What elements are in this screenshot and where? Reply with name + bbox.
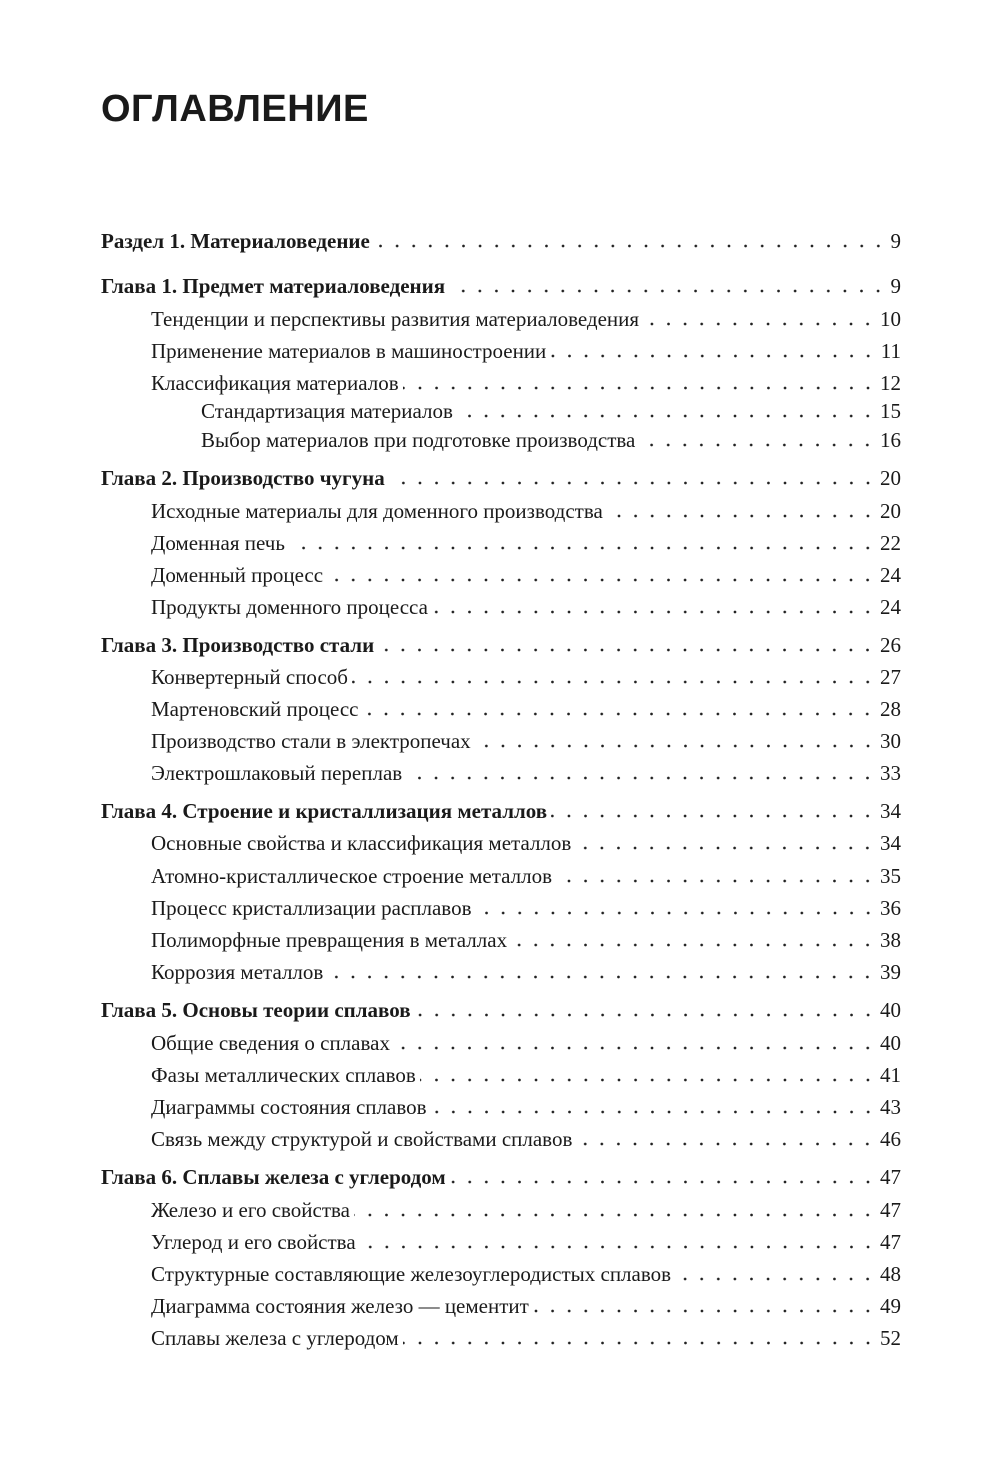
toc-page-number: 47 xyxy=(880,1197,901,1222)
toc-section-entry[interactable] xyxy=(201,424,901,456)
toc-page-number: 39 xyxy=(880,959,901,984)
toc-section-entry[interactable] xyxy=(151,892,901,924)
toc-section-entry[interactable] xyxy=(151,591,901,623)
toc-section-entry[interactable] xyxy=(151,661,901,693)
toc-section-entry[interactable] xyxy=(151,693,901,725)
toc-page-number: 40 xyxy=(880,997,901,1022)
toc-entry-title: Глава 2. Производство чугуна xyxy=(101,465,385,490)
toc-entry-title: Глава 5. Основы теории сплавов xyxy=(101,997,411,1022)
dot-leader xyxy=(675,1276,876,1282)
dot-leader xyxy=(576,1141,876,1147)
toc-page-number: 9 xyxy=(890,273,901,298)
toc-section-entry[interactable] xyxy=(151,303,901,335)
toc-entry-title: Полиморфные превращения в металлах xyxy=(151,927,508,952)
dot-leader xyxy=(415,1012,876,1018)
toc-entry-title: Диаграмма состояния железо — цементит xyxy=(151,1293,529,1318)
toc-page-number: 30 xyxy=(880,728,901,753)
toc-entry-title: Глава 4. Строение и кристаллизация металлов xyxy=(101,798,548,823)
toc-page-number: 43 xyxy=(880,1094,901,1119)
dot-leader xyxy=(533,1308,876,1314)
toc-page-number: 20 xyxy=(880,498,901,523)
dot-leader xyxy=(403,385,876,391)
toc-page-number: 52 xyxy=(880,1325,901,1350)
toc-entry-title: Глава 3. Производство стали xyxy=(101,632,375,657)
toc-chapter-entry[interactable] xyxy=(101,270,901,302)
toc-section-entry[interactable] xyxy=(151,559,901,591)
dot-leader xyxy=(476,910,877,916)
toc-section-entry[interactable] xyxy=(151,860,901,892)
dot-leader xyxy=(420,1077,876,1083)
toc-entry-title: Исходные материалы для доменного производства xyxy=(151,498,603,523)
toc-section-entry[interactable] xyxy=(151,725,901,757)
toc-entry-title: Выбор материалов при подготовке производства xyxy=(201,427,636,452)
toc-section-entry[interactable] xyxy=(151,527,901,559)
toc-chapter-entry[interactable] xyxy=(101,462,901,494)
toc-section-entry[interactable] xyxy=(151,1226,901,1258)
toc-entry-title: Мартеновский процесс xyxy=(151,696,359,721)
toc-entry-title: Классификация материалов xyxy=(151,370,399,395)
toc-page-number: 11 xyxy=(880,338,901,363)
toc-page-number: 48 xyxy=(880,1261,901,1286)
dot-leader xyxy=(511,942,876,948)
toc-page-number: 35 xyxy=(880,863,901,888)
toc-page-number: 10 xyxy=(880,306,901,331)
toc-section-entry[interactable] xyxy=(151,1322,901,1354)
toc-section-entry[interactable] xyxy=(151,956,901,988)
toc-section-entry[interactable] xyxy=(151,335,901,367)
toc-section-entry[interactable] xyxy=(151,827,901,859)
toc-page-number: 28 xyxy=(880,696,901,721)
toc-section-entry[interactable] xyxy=(151,1258,901,1290)
toc-entry-title: Диаграммы состояния сплавов xyxy=(151,1094,427,1119)
toc-entry-title: Общие сведения о сплавах xyxy=(151,1030,390,1055)
toc-entry-title: Глава 6. Сплавы железа с углеродом xyxy=(101,1164,446,1189)
dot-leader xyxy=(457,413,876,419)
page-title: ОГЛАВЛЕНИЕ xyxy=(101,88,369,130)
toc-entry-title: Связь между структурой и свойствами сплавов xyxy=(151,1126,573,1151)
dot-leader xyxy=(550,353,876,359)
dot-leader xyxy=(362,711,876,717)
toc-entry-title: Глава 1. Предмет материаловедения xyxy=(101,273,446,298)
dot-leader xyxy=(450,1179,876,1185)
toc-page-number: 24 xyxy=(880,562,901,587)
dot-leader xyxy=(352,679,876,685)
toc-entry-title: Сплавы железа с углеродом xyxy=(151,1325,399,1350)
dot-leader xyxy=(607,513,876,519)
toc-chapter-entry[interactable] xyxy=(101,225,901,257)
toc-page-number: 24 xyxy=(880,594,901,619)
toc-section-entry[interactable] xyxy=(151,757,901,789)
dot-leader xyxy=(551,813,876,819)
toc-section-entry[interactable] xyxy=(151,495,901,527)
toc-entry-title: Основные свойства и классификация металлов xyxy=(151,830,572,855)
toc-page-number: 49 xyxy=(880,1293,901,1318)
toc-entry-title: Электрошлаковый переплав xyxy=(151,760,403,785)
dot-leader xyxy=(556,878,876,884)
toc-section-entry[interactable] xyxy=(151,1091,901,1123)
toc-entry-title: Раздел 1. Материаловедение xyxy=(101,228,370,253)
toc-entry-title: Коррозия металлов xyxy=(151,959,324,984)
toc-section-entry[interactable] xyxy=(151,1027,901,1059)
toc-chapter-entry[interactable] xyxy=(101,629,901,661)
toc-page-number: 9 xyxy=(890,228,901,253)
toc-entry-title: Тенденции и перспективы развития материаловедения xyxy=(151,306,640,331)
dot-leader xyxy=(327,974,876,980)
toc-entry-title: Доменная печь xyxy=(151,530,285,555)
dot-leader xyxy=(432,609,876,615)
toc-entry-title: Железо и его свойства xyxy=(151,1197,350,1222)
toc-page-number: 47 xyxy=(880,1164,901,1189)
dot-leader xyxy=(378,647,876,653)
toc-entry-title: Атомно-кристаллическое строение металлов xyxy=(151,863,553,888)
toc-entry-title: Продукты доменного процесса xyxy=(151,594,428,619)
toc-section-entry[interactable] xyxy=(151,1290,901,1322)
dot-leader xyxy=(394,1045,876,1051)
toc-page-number: 46 xyxy=(880,1126,901,1151)
toc-section-entry[interactable] xyxy=(201,395,901,427)
toc-page-number: 41 xyxy=(880,1062,901,1087)
toc-page-number: 26 xyxy=(880,632,901,657)
toc-page-number: 33 xyxy=(880,760,901,785)
toc-entry-title: Процесс кристаллизации расплавов xyxy=(151,895,472,920)
toc-section-entry[interactable] xyxy=(151,924,901,956)
dot-leader xyxy=(327,577,876,583)
toc-entry-title: Структурные составляющие железоуглеродистых сплавов xyxy=(151,1261,672,1286)
toc-chapter-entry[interactable] xyxy=(101,795,901,827)
toc-entry-title: Конвертерный способ xyxy=(151,664,348,689)
dot-leader xyxy=(643,321,876,327)
toc-page-number: 40 xyxy=(880,1030,901,1055)
dot-leader xyxy=(403,1340,876,1346)
toc-page-number: 16 xyxy=(880,427,901,452)
toc-section-entry[interactable] xyxy=(151,1059,901,1091)
dot-leader xyxy=(374,243,887,249)
dot-leader xyxy=(431,1109,876,1115)
dot-leader xyxy=(575,845,876,851)
toc-entry-title: Применение материалов в машиностроении xyxy=(151,338,547,363)
dot-leader xyxy=(360,1244,876,1250)
toc-chapter-entry[interactable] xyxy=(101,994,901,1026)
toc-page-number: 34 xyxy=(880,830,901,855)
dot-leader xyxy=(475,743,876,749)
dot-leader xyxy=(449,288,886,294)
toc-page-number: 12 xyxy=(880,370,901,395)
toc-section-entry[interactable] xyxy=(151,1123,901,1155)
toc-section-entry[interactable] xyxy=(151,1194,901,1226)
toc-entry-title: Производство стали в электропечах xyxy=(151,728,471,753)
toc-page-number: 47 xyxy=(880,1229,901,1254)
toc-page-number: 22 xyxy=(880,530,901,555)
dot-leader xyxy=(289,545,876,551)
dot-leader xyxy=(639,442,876,448)
toc-page-number: 34 xyxy=(880,798,901,823)
dot-leader xyxy=(389,480,876,486)
toc-entry-title: Доменный процесс xyxy=(151,562,324,587)
dot-leader xyxy=(354,1212,876,1218)
toc-chapter-entry[interactable] xyxy=(101,1161,901,1193)
toc-page-number: 20 xyxy=(880,465,901,490)
toc-page-number: 27 xyxy=(880,664,901,689)
toc-entry-title: Углерод и его свойства xyxy=(151,1229,356,1254)
toc-entry-title: Стандартизация материалов xyxy=(201,398,453,423)
toc-page-number: 38 xyxy=(880,927,901,952)
dot-leader xyxy=(406,775,876,781)
toc-page-number: 36 xyxy=(880,895,901,920)
toc-page-number: 15 xyxy=(880,398,901,423)
toc-entry-title: Фазы металлических сплавов xyxy=(151,1062,416,1087)
